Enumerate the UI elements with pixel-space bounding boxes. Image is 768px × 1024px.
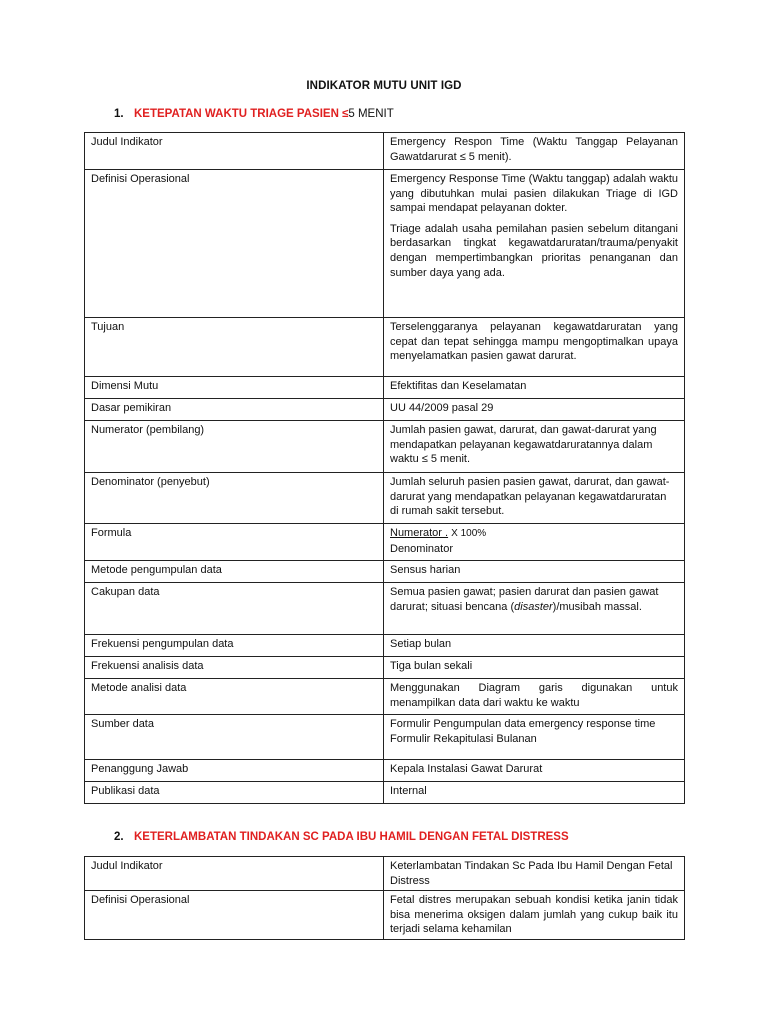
row-label: Frekuensi pengumpulan data (85, 635, 384, 657)
table-row (85, 399, 685, 421)
indicator-table-1 (84, 132, 685, 804)
formula-denominator: Denominator (390, 542, 453, 555)
coverage-italic: disaster (514, 600, 553, 613)
section-2-number: 2. (114, 831, 124, 843)
table-row (85, 657, 685, 679)
row-value (384, 583, 685, 635)
row-value (384, 715, 685, 760)
row-value: Internal (384, 782, 685, 804)
section-1-title-suffix: 5 MENIT (348, 108, 394, 120)
row-label: Judul Indikator (85, 857, 384, 891)
table-row (85, 561, 685, 583)
formula-numerator: Numerator . (390, 527, 449, 539)
row-label: Formula (85, 524, 384, 561)
table-row (85, 318, 685, 377)
definition-paragraph: Triage adalah usaha pemilahan pasien sebelum ditangani berdasarkan tingkat kegawatdaruratan/trauma/penyakit dengan mempertimbangkan prioritas penanganan dan sumber daya yang ada. (390, 222, 678, 279)
row-label: Tujuan (85, 318, 384, 377)
row-value: Efektifitas dan Keselamatan (384, 377, 685, 399)
table-row (85, 421, 685, 473)
row-label: Publikasi data (85, 782, 384, 804)
row-label: Frekuensi analisis data (85, 657, 384, 679)
row-value: Kepala Instalasi Gawat Darurat (384, 760, 685, 782)
row-value: Setiap bulan (384, 635, 685, 657)
row-value (384, 170, 685, 318)
coverage-text: Semua pasien gawat; pasien darurat dan pasien gawat darurat; situasi bencana ( (390, 586, 659, 613)
table-row (85, 583, 685, 635)
row-label: Numerator (pembilang) (85, 421, 384, 473)
row-value: Jumlah seluruh pasien pasien gawat, darurat, dan gawat-darurat yang mendapatkan pelayanan kegawatdaruratan di rumah sakit tersebut. (384, 473, 685, 524)
row-label: Denominator (penyebut) (85, 473, 384, 524)
row-label: Cakupan data (85, 583, 384, 635)
section-1-heading (114, 108, 394, 120)
row-label: Metode analisi data (85, 679, 384, 715)
table-row (85, 715, 685, 760)
section-2-heading (114, 831, 569, 843)
table-row (85, 857, 685, 891)
row-label: Sumber data (85, 715, 384, 760)
formula-multiplier: X 100% (451, 528, 487, 539)
table-row (85, 635, 685, 657)
table-row (85, 891, 685, 940)
row-label: Judul Indikator (85, 133, 384, 170)
row-label: Metode pengumpulan data (85, 561, 384, 583)
table-row (85, 760, 685, 782)
definition-paragraph: Emergency Response Time (Waktu tanggap) adalah waktu yang dibutuhkan mulai pasien dilakukan Triage di IGD sampai mendapat pelayanan dokter. (390, 173, 678, 215)
table-row (85, 524, 685, 561)
row-value (384, 524, 685, 561)
indicator-table-2 (84, 856, 685, 940)
source-line: Formulir Pengumpulan data emergency response time (390, 718, 656, 730)
coverage-text-end: )/musibah massal. (552, 600, 642, 613)
row-value: Keterlambatan Tindakan Sc Pada Ibu Hamil Dengan Fetal Distress (384, 857, 685, 891)
table-row (85, 377, 685, 399)
table-row (85, 170, 685, 318)
table-row (85, 679, 685, 715)
section-1-title: KETEPATAN WAKTU TRIAGE PASIEN ≤ (134, 108, 349, 120)
row-value: Fetal distres merupakan sebuah kondisi ketika janin tidak bisa menerima oksigen dalam jumlah yang cukup baik itu terjadi selama kehamilan (384, 891, 685, 940)
row-label: Definisi Operasional (85, 170, 384, 318)
row-value: Menggunakan Diagram garis digunakan untuk menampilkan data dari waktu ke waktu (384, 679, 685, 715)
row-value: UU 44/2009 pasal 29 (384, 399, 685, 421)
row-value: Emergency Respon Time (Waktu Tanggap Pelayanan Gawatdarurat ≤ 5 menit). (384, 133, 685, 170)
row-label: Dimensi Mutu (85, 377, 384, 399)
table-row (85, 782, 685, 804)
page-title: INDIKATOR MUTU UNIT IGD (306, 80, 462, 92)
row-label: Definisi Operasional (85, 891, 384, 940)
row-value: Jumlah pasien gawat, darurat, dan gawat-darurat yang mendapatkan pelayanan kegawatdaruratannya dalam waktu ≤ 5 menit. (384, 421, 685, 473)
row-label: Dasar pemikiran (85, 399, 384, 421)
row-value: Terselenggaranya pelayanan kegawatdaruratan yang cepat dan tepat sehingga mampu mengoptimalkan upaya menyelamatkan pasien gawat darurat. (384, 318, 685, 377)
section-1-number: 1. (114, 108, 124, 120)
row-value: Tiga bulan sekali (384, 657, 685, 679)
row-label: Penanggung Jawab (85, 760, 384, 782)
section-2-title: KETERLAMBATAN TINDAKAN SC PADA IBU HAMIL DENGAN FETAL DISTRESS (134, 831, 569, 843)
table-row (85, 133, 685, 170)
table-row (85, 473, 685, 524)
row-value: Sensus harian (384, 561, 685, 583)
source-line: Formulir Rekapitulasi Bulanan (390, 732, 537, 745)
